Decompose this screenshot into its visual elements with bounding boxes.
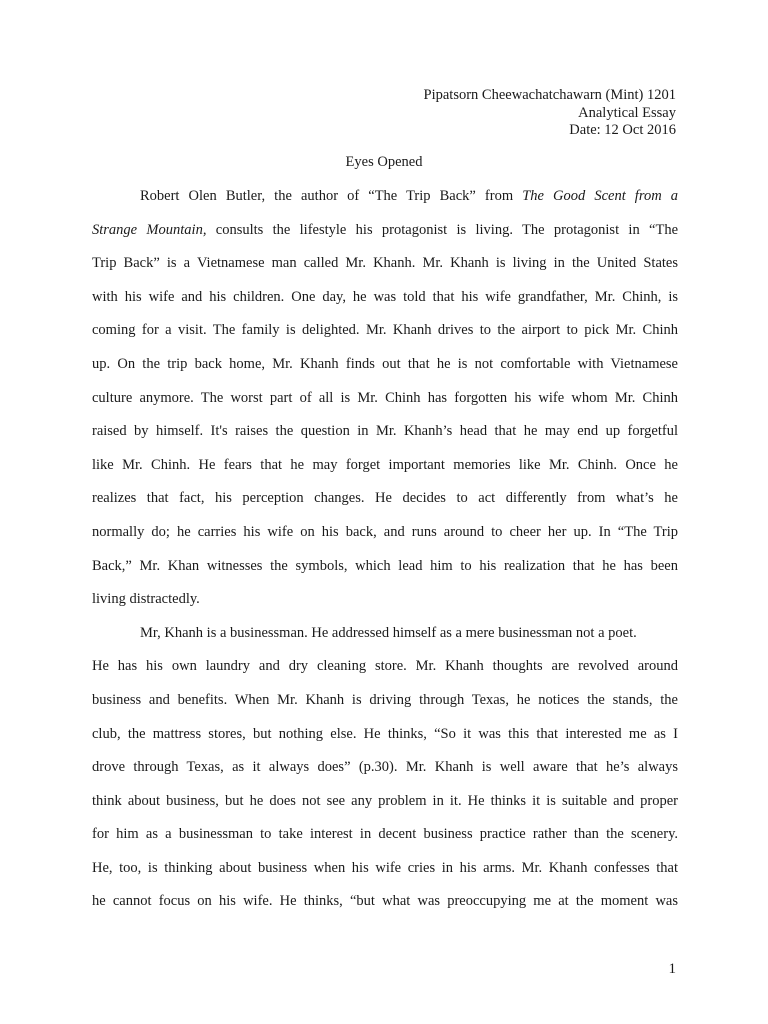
- text-line: He, too, is thinking about business when his wife cries in his arms. Mr. Khanh confesses that: [92, 859, 678, 876]
- text-line: like Mr. Chinh. He fears that he may forget important memories like Mr. Chinh. Once he: [92, 456, 678, 473]
- book-title-italic: The Good Scent from a: [522, 188, 678, 204]
- book-title-italic: Strange Mountain,: [92, 221, 207, 238]
- text-span: consults the lifestyle his protagonist is living. The protagonist in “The: [206, 221, 679, 238]
- text-line: He has his own laundry and dry cleaning store. Mr. Khanh thoughts are revolved around: [92, 658, 678, 675]
- text-line: business and benefits. When Mr. Khanh is driving through Texas, he notices the stands, the: [92, 691, 678, 708]
- text-line: drove through Texas, as it always does” (p.30). Mr. Khanh is well aware that he’s always: [92, 759, 678, 776]
- text-line: [92, 180, 678, 214]
- text-line: raised by himself. It's raises the question in Mr. Khanh’s head that he may end up forgetful: [92, 423, 678, 440]
- essay-header: [424, 87, 676, 140]
- text-line: [92, 214, 678, 248]
- text-line: for him as a businessman to take interest in decent business practice rather than the scenery.: [92, 826, 678, 843]
- text-line: with his wife and his children. One day, he was told that his wife grandfather, Mr. Chinh, is: [92, 288, 678, 305]
- text-line: Mr, Khanh is a businessman. He addressed himself as a mere businessman not a poet.: [140, 624, 637, 641]
- text-line: he cannot focus on his wife. He thinks, “but what was preoccupying me at the moment was: [92, 893, 678, 910]
- text-line: culture anymore. The worst part of all is Mr. Chinh has forgotten his wife whom Mr. Chinh: [92, 389, 678, 406]
- essay-body: [92, 180, 678, 919]
- text-span: Robert Olen Butler, the author of “The Trip Back” from: [140, 188, 523, 204]
- text-line: realizes that fact, his perception changes. He decides to act differently from what’s he: [92, 490, 678, 507]
- text-line: coming for a visit. The family is delighted. Mr. Khanh drives to the airport to pick Mr. Chinh: [92, 322, 678, 339]
- date-line: Date: 12 Oct 2016: [569, 122, 676, 138]
- text-line: think about business, but he does not see any problem in it. He thinks it is suitable and proper: [92, 792, 678, 809]
- text-line: up. On the trip back home, Mr. Khanh finds out that he is not comfortable with Vietnamese: [92, 355, 678, 372]
- essay-type-line: Analytical Essay: [578, 104, 676, 121]
- text-line: normally do; he carries his wife on his back, and runs around to cheer her up. In “The Trip: [92, 523, 678, 540]
- author-line: Pipatsorn Cheewachatchawarn (Mint) 1201: [423, 87, 676, 103]
- text-line: living distractedly.: [92, 591, 200, 608]
- text-line: Back,” Mr. Khan witnesses the symbols, which lead him to his realization that he has been: [92, 557, 678, 574]
- paragraph-1: [92, 180, 678, 617]
- essay-title: Eyes Opened: [345, 154, 423, 170]
- text-line: club, the mattress stores, but nothing else. He thinks, “So it was this that interested me as I: [92, 725, 678, 742]
- paragraph-2: [92, 617, 678, 919]
- page-number: 1: [668, 961, 676, 977]
- text-line: Trip Back” is a Vietnamese man called Mr. Khanh. Mr. Khanh is living in the United States: [92, 255, 678, 272]
